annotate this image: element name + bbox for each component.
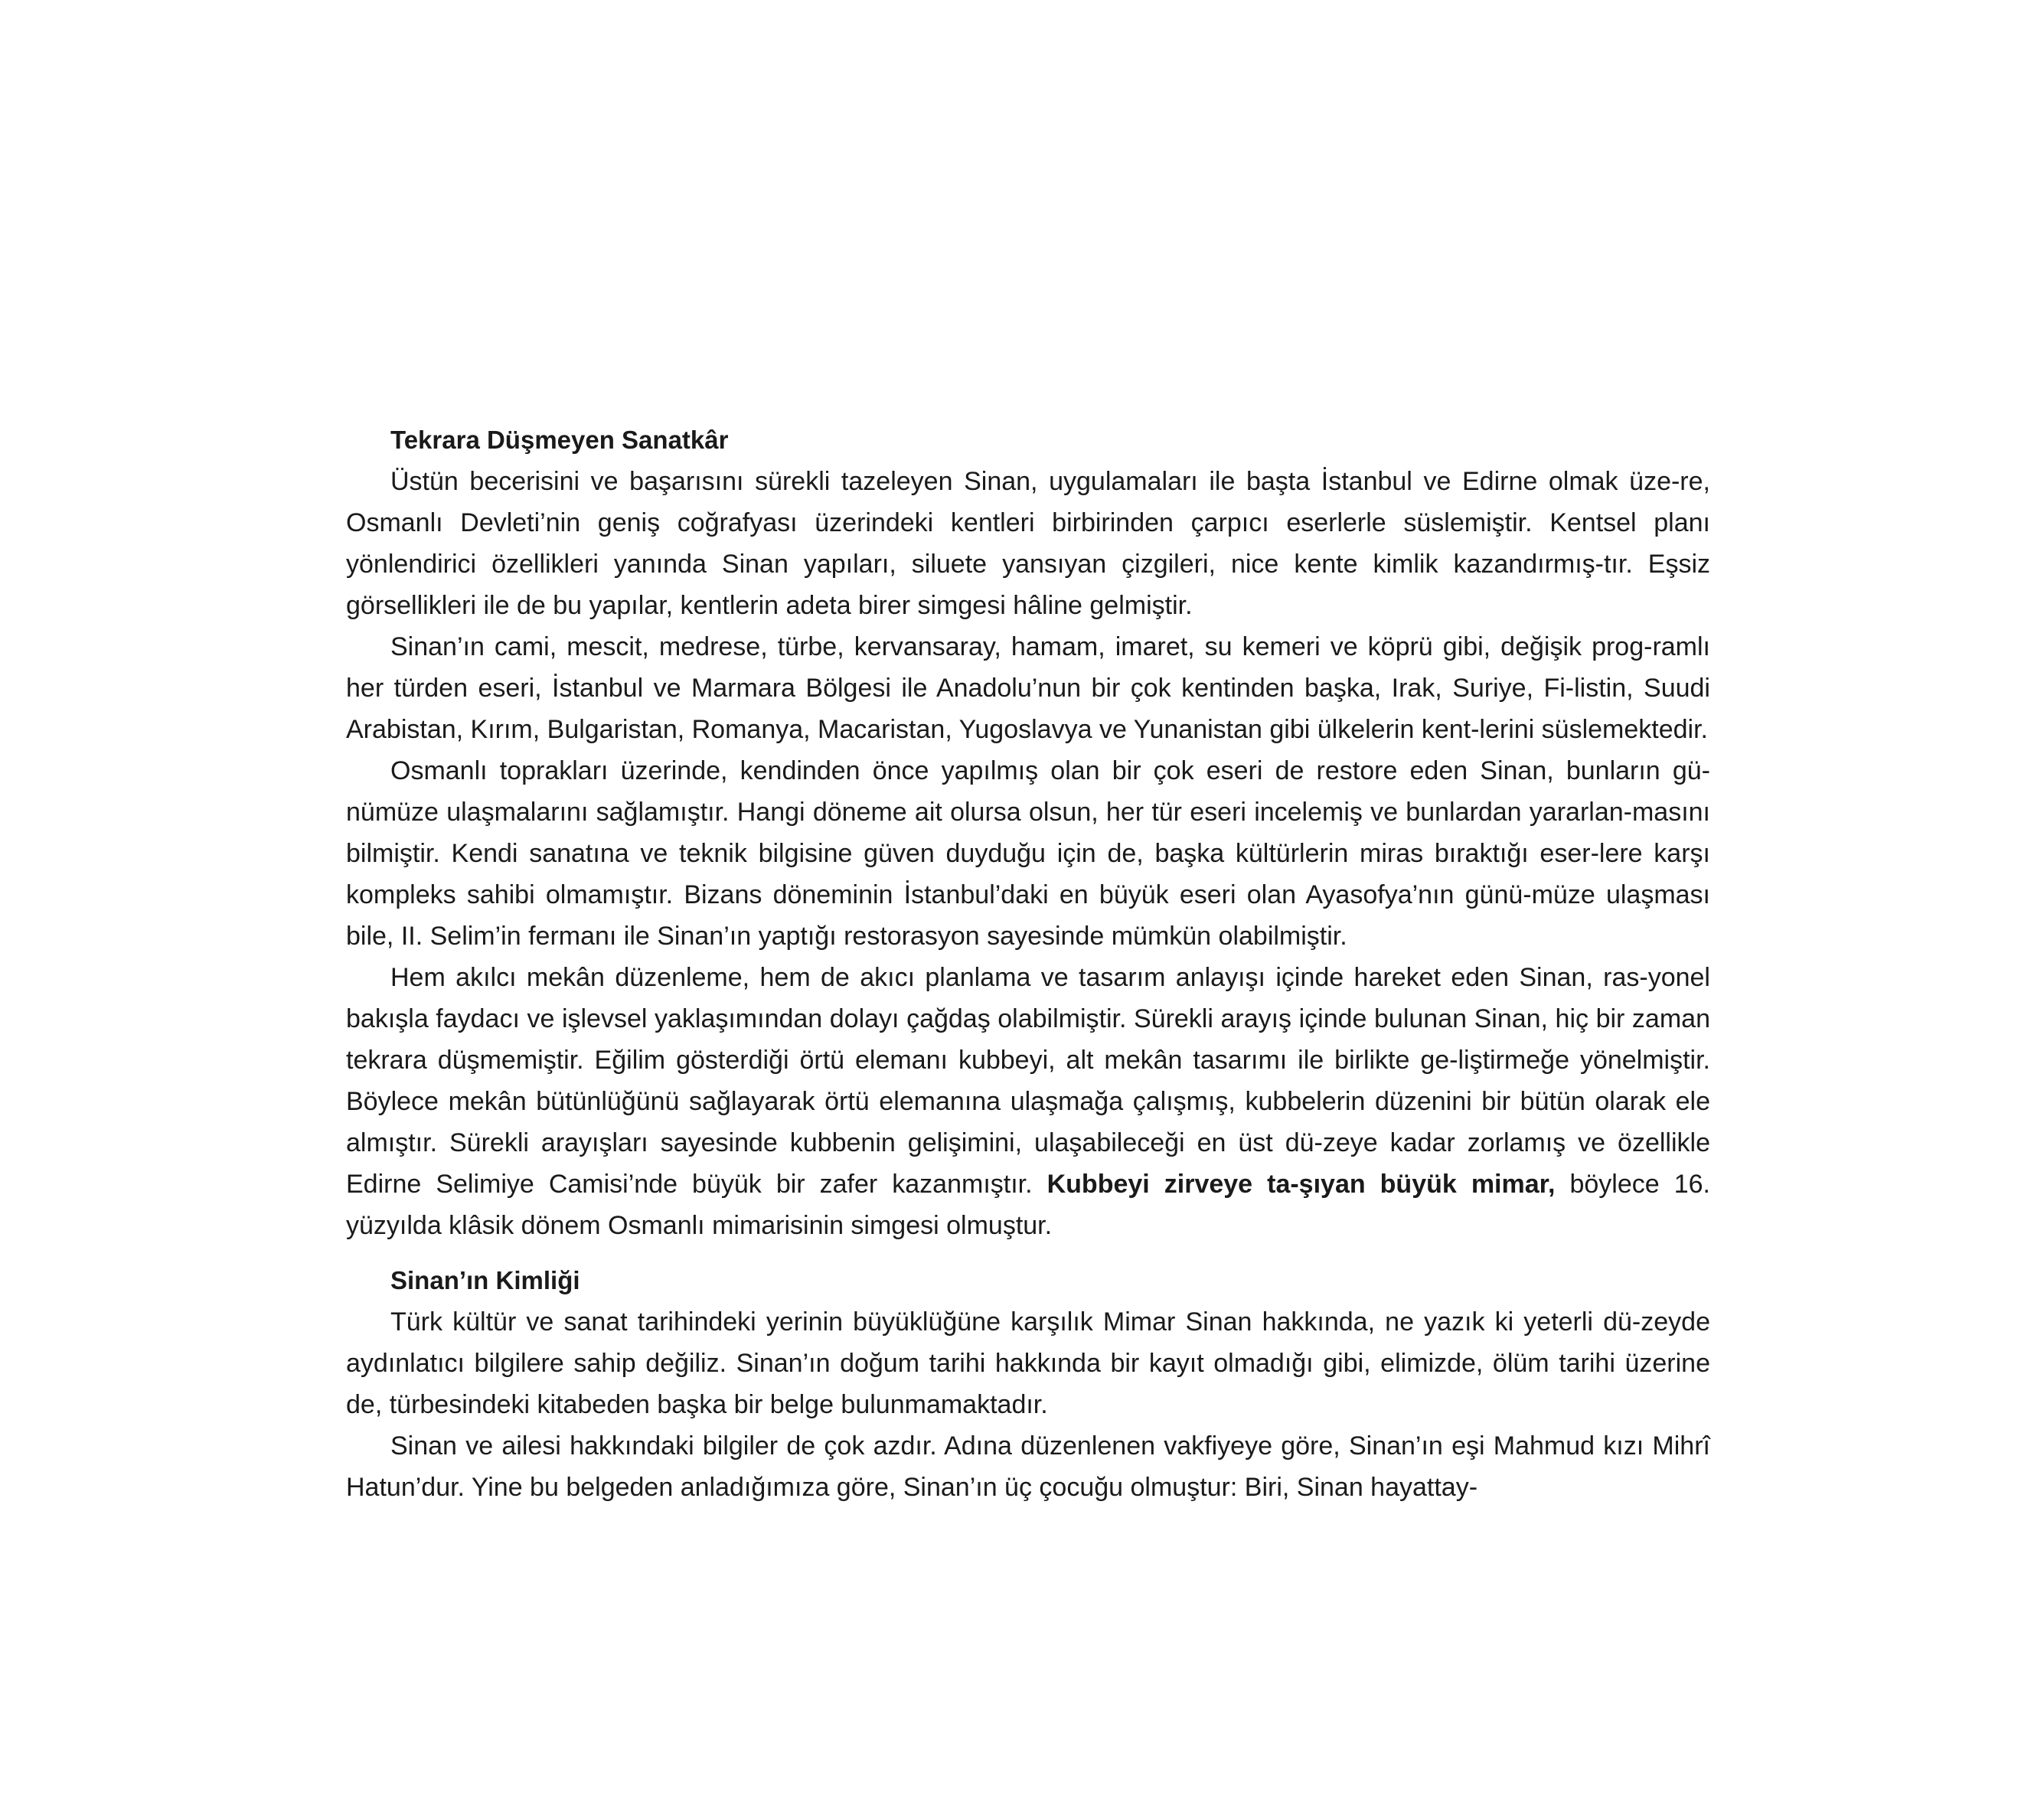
bold-phrase: Kubbeyi zirveye ta-şıyan büyük mimar, bbox=[1046, 1170, 1556, 1199]
paragraph: Sinan ve ailesi hakkındaki bilgiler de çok azdır. Adına düzenlenen vakfiyeye göre, Sinan’ın eşi Mahmud kızı Mihrî Hatun’dur. Yine bu belgeden anladığımıza göre, Sinan’ın üç çocuğu olmuştur: Biri, Sinan hayattay- bbox=[346, 1431, 1710, 1502]
section-heading-kimlik: Sinan’ın Kimliği bbox=[390, 1266, 580, 1294]
paragraph-text: böylece 16. yüzyılda klâsik dönem Osmanlı mimarisinin simgesi olmuştur. bbox=[346, 1170, 1710, 1240]
section-heading-tekrara: Tekrara Düşmeyen Sanatkâr bbox=[390, 426, 729, 454]
paragraph: Türk kültür ve sanat tarihindeki yerinin büyüklüğüne karşılık Mimar Sinan hakkında, ne yazık ki yeterli dü-zeyde aydınlatıcı bilgilere sahip değiliz. Sinan’ın doğum tarihi hakkında bir kayıt olmadığı gibi, elimizde, ölüm tarihi üzerine de, türbesindeki kitabeden başka bir belge bulunmamaktadır. bbox=[346, 1307, 1710, 1419]
paragraph-kubbe bbox=[346, 957, 1710, 1246]
paragraph: Üstün becerisini ve başarısını sürekli tazeleyen Sinan, uygulamaları ile başta İstanbul ve Edirne olmak üze-re, Osmanlı Devleti’nin geniş coğrafyası üzerindeki kentleri birbirinden çarpıcı eserlerle süslemiştir. Kentsel planı yönlendirici özellikleri yanında Sinan yapıları, siluete yansıyan çizgileri, nice kente kimlik kazandırmış-tır. Eşsiz görsellikleri ile de bu yapılar, kentlerin adeta birer simgesi hâline gelmiştir. bbox=[346, 467, 1710, 620]
paragraph-text: Hem akılcı mekân düzenleme, hem de akıcı planlama ve tasarım anlayışı içinde hareket eden Sinan, ras-yonel bakışla faydacı ve işlevsel yaklaşımından dolayı çağdaş olabilmiştir. Sürekli arayış içinde bulunan Sinan, hiç bir zaman tekrara düşmemiştir. Eğilim gösterdiği örtü elemanı kubbeyi, alt mekân tasarımı ile birlikte ge-liştirmeğe yönelmiştir. Böylece mekân bütünlüğünü sağlayarak örtü elemanına ulaşmağa çalışmış, kubbelerin düzenini bir bütün olarak ele almıştır. Sürekli arayışları sayesinde kubbenin gelişimini, ulaşabileceği en üst dü-zeye kadar zorlamış ve özellikle Edirne Selimiye Camisi’nde büyük bir zafer kazanmıştır. bbox=[346, 963, 1710, 1199]
paragraph: Osmanlı toprakları üzerinde, kendinden önce yapılmış olan bir çok eseri de restore eden Sinan, bunların gü-nümüze ulaşmalarını sağlamıştır. Hangi döneme ait olursa olsun, her tür eseri incelemiş ve bunlardan yararlan-masını bilmiştir. Kendi sanatına ve teknik bilgisine güven duyduğu için de, başka kültürlerin miras bıraktığı eser-lere karşı kompleks sahibi olmamıştır. Bizans döneminin İstanbul’daki en büyük eseri olan Ayasofya’nın günü-müze ulaşması bile, II. Selim’in fermanı ile Sinan’ın yaptığı restorasyon sayesinde mümkün olabilmiştir. bbox=[346, 756, 1710, 951]
paragraph: Sinan’ın cami, mescit, medrese, türbe, kervansaray, hamam, imaret, su kemeri ve köprü gibi, değişik prog-ramlı her türden eseri, İstanbul ve Marmara Bölgesi ile Anadolu’nun bir çok kentinden başka, Irak, Suriye, Fi-listin, Suudi Arabistan, Kırım, Bulgaristan, Romanya, Macaristan, Yugoslavya ve Yunanistan gibi ülkelerin kent-lerini süslemektedir. bbox=[346, 632, 1710, 744]
page-body bbox=[346, 419, 1710, 1508]
